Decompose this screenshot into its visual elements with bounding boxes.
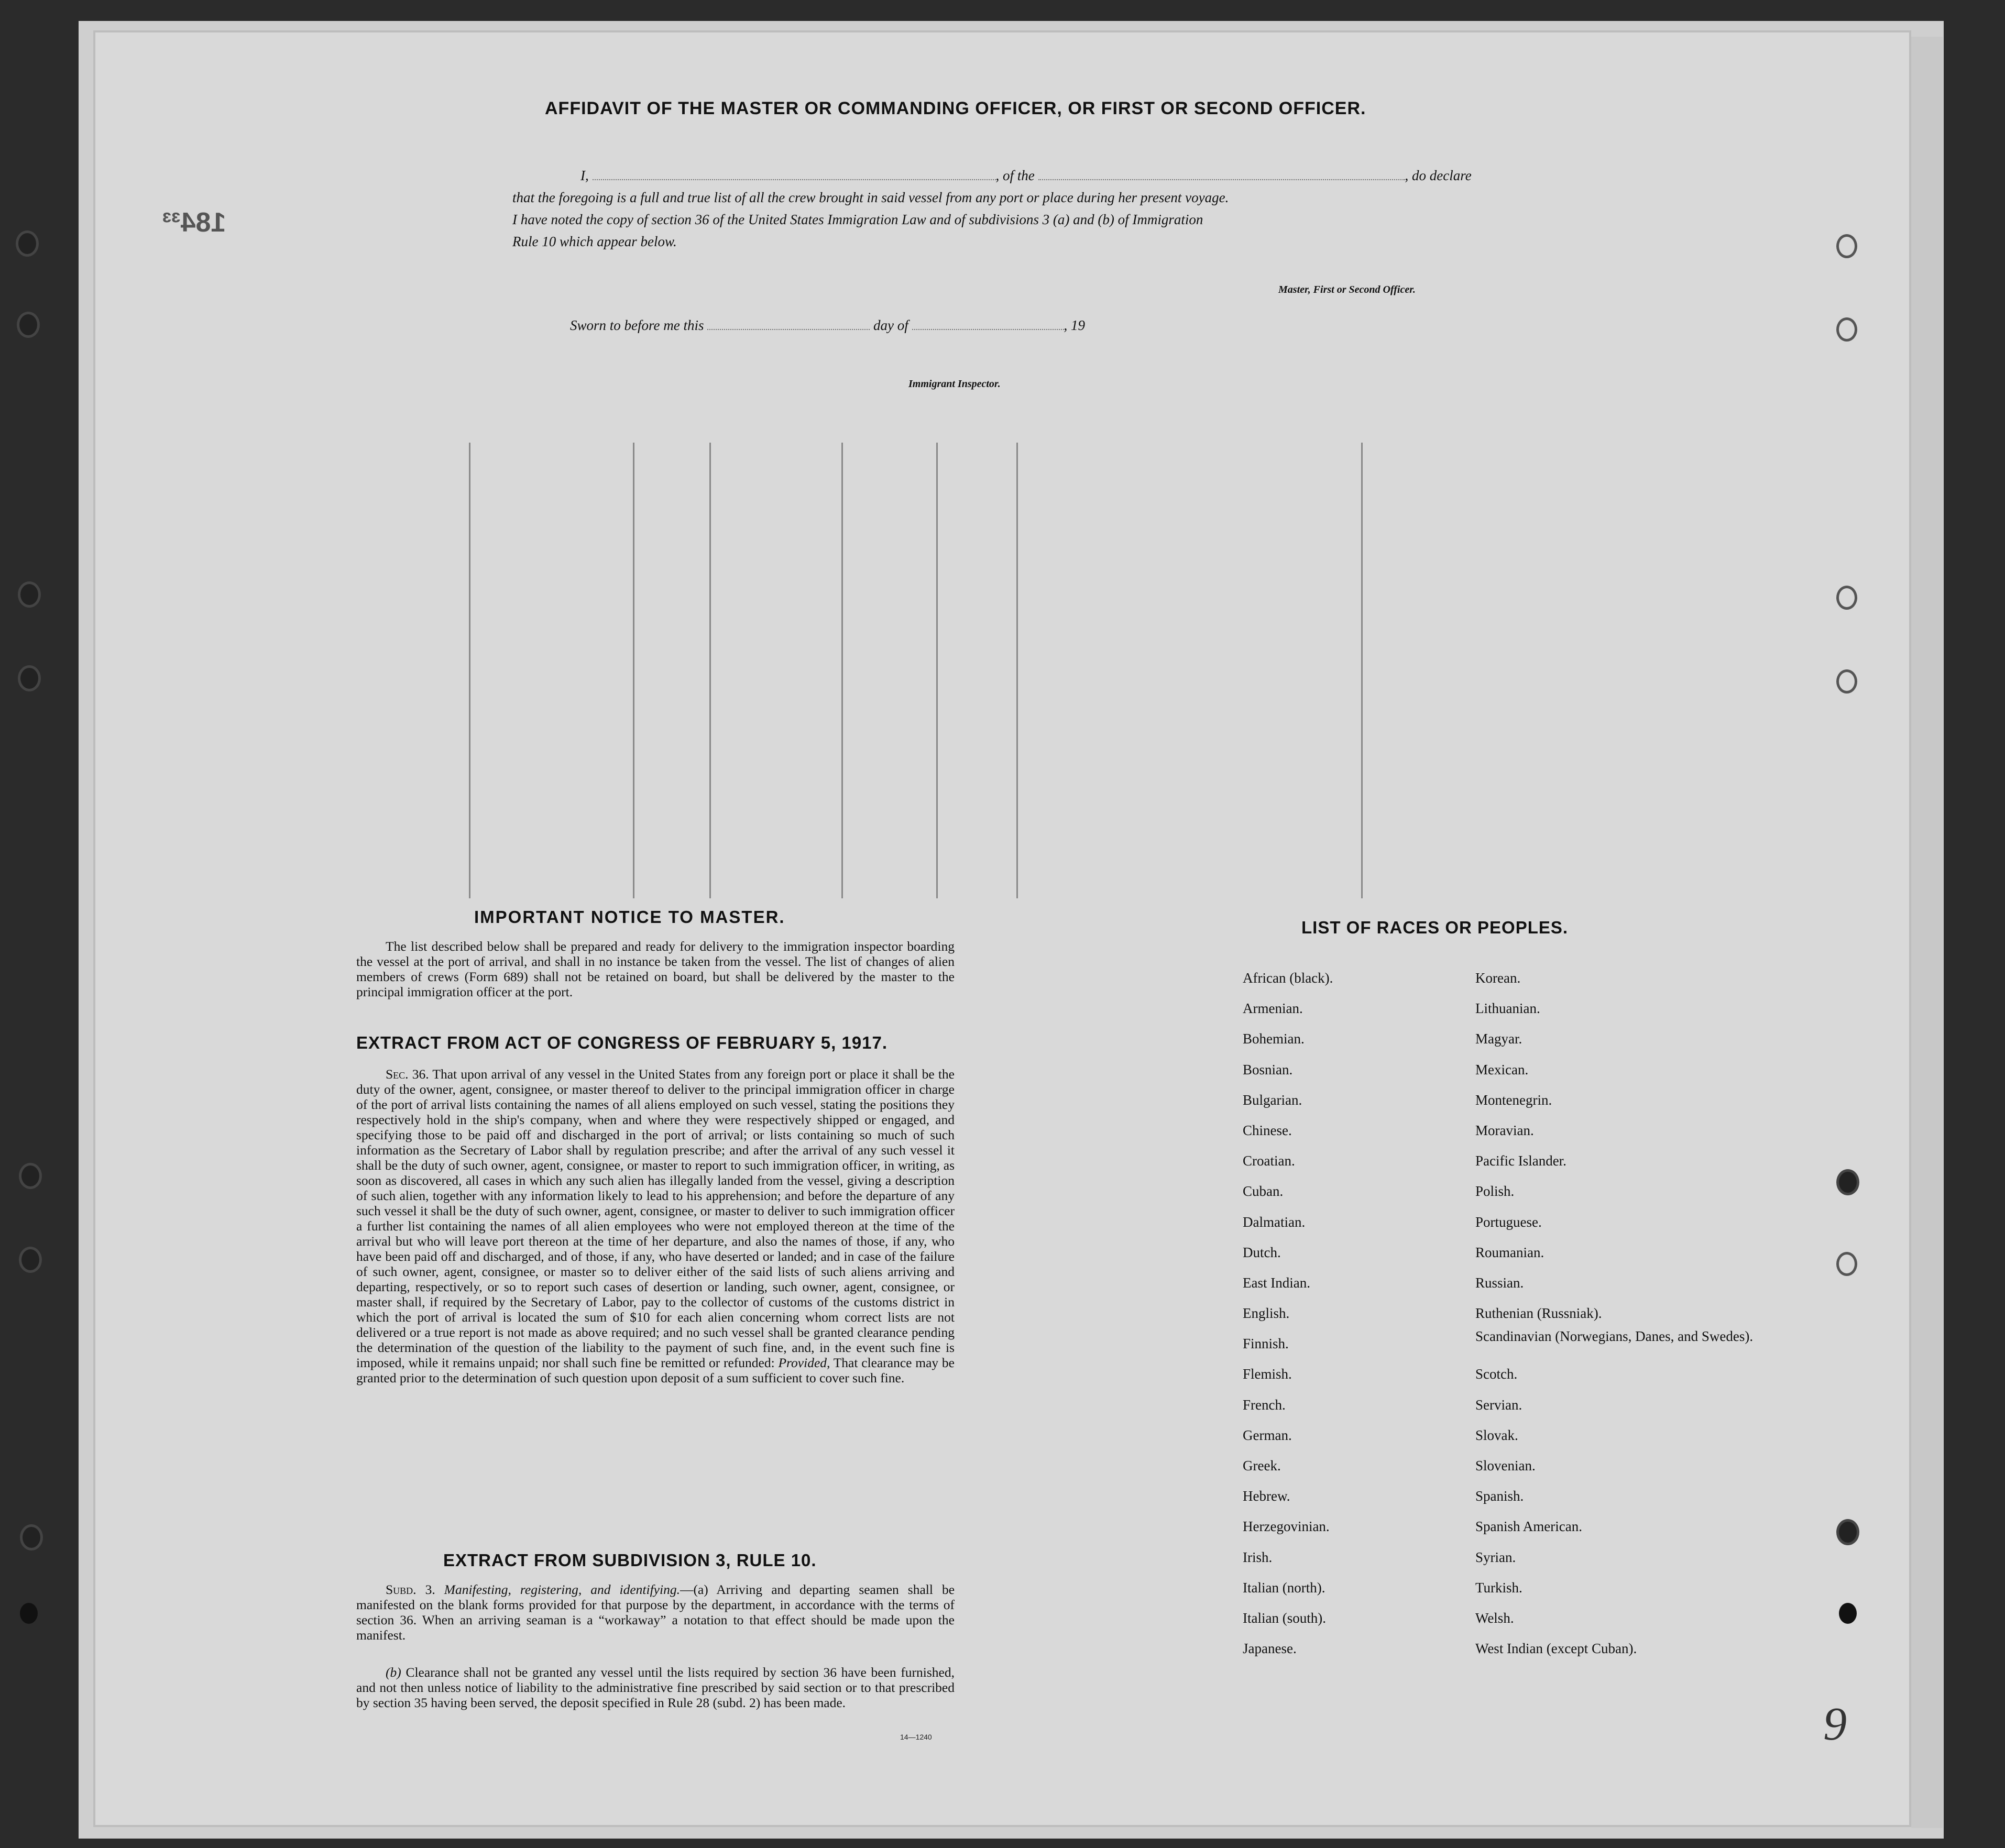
race-item: Slovak. <box>1475 1427 1518 1443</box>
affidavit-i: I, <box>580 168 589 183</box>
race-item: Korean. <box>1475 970 1521 986</box>
race-item: Bohemian. <box>1243 1031 1305 1047</box>
month-field <box>912 316 1064 330</box>
race-item: Bulgarian. <box>1243 1092 1302 1108</box>
rule-heading: Manifesting, registering, and identifying. <box>444 1582 680 1597</box>
race-item: Hebrew. <box>1243 1488 1290 1504</box>
race-item: Ruthenian (Russniak). <box>1475 1305 1602 1322</box>
race-item: Montenegrin. <box>1475 1092 1552 1108</box>
race-item: Spanish American. <box>1475 1519 1582 1535</box>
race-item: Welsh. <box>1475 1610 1514 1626</box>
punch-hole <box>1836 234 1857 258</box>
race-item: Servian. <box>1475 1396 1522 1413</box>
punch-hole <box>20 1603 38 1624</box>
race-item: Syrian. <box>1475 1549 1516 1565</box>
ruled-line <box>633 443 634 898</box>
race-item: Italian (north). <box>1243 1579 1325 1596</box>
race-item: Bosnian. <box>1243 1061 1293 1077</box>
ruled-line <box>709 443 711 898</box>
affidavit-line-3: I have noted the copy of section 36 of the United States Immigration Law and of subdivisions 3 (a) and (b) of Immigration <box>512 212 1203 227</box>
punch-hole <box>1836 1169 1859 1195</box>
race-item: Turkish. <box>1475 1579 1522 1596</box>
race-item: Cuban. <box>1243 1183 1284 1200</box>
race-item: Herzegovinian. <box>1243 1519 1330 1535</box>
affidavit-line-2: that the foregoing is a full and true list of all the crew brought in said vessel from any port or place during her present voyage. <box>512 190 1229 205</box>
rule-part-b <box>356 1665 955 1710</box>
master-signature-label: Master, First or Second Officer. <box>1278 284 1416 295</box>
punch-hole <box>1836 317 1857 342</box>
race-item: East Indian. <box>1243 1274 1310 1291</box>
day-field <box>707 316 870 330</box>
sworn-text: Sworn to before me this <box>570 317 704 333</box>
punch-hole <box>18 581 41 608</box>
race-item: Pacific Islander. <box>1475 1153 1566 1169</box>
race-item: African (black). <box>1243 970 1333 986</box>
section-label: Sec. 36. <box>386 1066 429 1082</box>
race-item: Greek. <box>1243 1458 1281 1473</box>
race-item: Finnish. <box>1243 1336 1289 1352</box>
race-item: Polish. <box>1475 1183 1515 1200</box>
punch-hole <box>19 1247 42 1273</box>
provided-word: Provided, <box>778 1355 830 1370</box>
races-title: LIST OF RACES OR PEOPLES. <box>1301 918 1569 937</box>
race-item: Mexican. <box>1475 1061 1529 1077</box>
ruled-line <box>1016 443 1018 898</box>
rule-extract-title: EXTRACT FROM SUBDIVISION 3, RULE 10. <box>443 1550 817 1570</box>
inspector-signature-label: Immigrant Inspector. <box>908 378 1001 390</box>
punch-hole <box>1836 669 1857 694</box>
punch-hole <box>19 1163 42 1189</box>
subdivision-label: Subd. 3. <box>386 1582 435 1597</box>
punch-hole <box>20 1524 43 1550</box>
ruled-line <box>841 443 843 898</box>
race-item: French. <box>1243 1396 1286 1413</box>
races-left-column <box>1243 963 1333 1664</box>
race-item: Moravian. <box>1475 1122 1534 1138</box>
handwritten-number: 9 <box>1823 1698 1847 1750</box>
punch-hole <box>17 312 40 338</box>
affidavit-declare: , do declare <box>1405 168 1472 183</box>
year-text: , 19 <box>1064 317 1085 333</box>
notice-text: The list described below shall be prepared and ready for delivery to the immigration inspector boarding the vessel at the port of arrival, and shall in no instance be taken from the vessel. The list of changes of alien members of crews (Form 689) shall not be retained on board, but shall be delivered by the master to the principal immigration officer at the port. <box>356 939 955 999</box>
race-item: Dutch. <box>1243 1244 1281 1260</box>
race-item: Japanese. <box>1243 1641 1297 1657</box>
race-item: Italian (south). <box>1243 1610 1326 1626</box>
rule-b-label: (b) <box>386 1665 401 1680</box>
race-item: Dalmatian. <box>1243 1214 1306 1230</box>
act-extract-title: EXTRACT FROM ACT OF CONGRESS OF FEBRUARY 5, 1917. <box>356 1033 888 1052</box>
race-item: Chinese. <box>1243 1122 1292 1138</box>
stamp-number: 184³³ <box>162 207 226 238</box>
page-edge <box>1911 37 1943 1828</box>
race-item: Scandinavian (Norwegians, Danes, and Swedes). <box>1475 1328 1754 1345</box>
affidavit-line-1 <box>580 167 1472 184</box>
punch-hole <box>1836 586 1857 610</box>
punch-hole <box>1836 1519 1859 1545</box>
races-right-column <box>1475 963 1753 1664</box>
ruled-line <box>1361 443 1363 898</box>
ruled-line <box>936 443 938 898</box>
section-body: That upon arrival of any vessel in the United States from any foreign port or place it shall be the duty of the owner, agent, consignee, or master thereof to deliver to the principal immigration officer in charge of the port of arrival lists containing the names of all aliens employed on such vessel, stating the positions they respectively hold in the ship's company, when and where they were respectively shipped or engaged, and specifying those to be paid off and discharged in the port of arrival; or lists containing so much of such information as the Secretary of Labor shall by regulation prescribe; and after the arrival of any such vessel it shall be the duty of such owner, agent, consignee, or master to report to such immigration officer, in writing, as soon as discovered, all cases in which any such alien has illegally landed from the vessel, giving a description of such alien, together with any information likely to lead to his apprehension; and before the departure of any such vessel it shall be the duty of such owner, agent, consignee, or master to deliver to such immigration officer a further list containing the names of all alien employees who were not employed thereon at the time of the arrival but who will leave port thereon at the time of her departure, and also the names of those, if any, who have been paid off and discharged, and of those, if any, who have deserted or landed; and in case of the failure of such owner, agent, consignee, or master so to deliver either of the said lists of such aliens arriving and departing, respectively, or so to report such cases of desertion or landing, such owner, agent, consignee, or master shall, if required by the Secretary of Labor, pay to the collector of customs of the customs district in which the port of arrival is located the sum of $10 for each alien concerning whom correct lists are not delivered or a true report is not made as above required; and no such vessel shall be granted clearance pending the determination of the question of the liability to the payment of such fine, and, in the event such fine is imposed, while it remains unpaid; nor shall such fine be remitted or refunded: <box>356 1066 955 1370</box>
race-item: Slovenian. <box>1475 1458 1536 1473</box>
race-item: West Indian (except Cuban). <box>1475 1641 1637 1657</box>
punch-hole <box>1836 1252 1857 1276</box>
race-item: Scotch. <box>1475 1366 1518 1382</box>
vessel-field <box>1038 167 1405 180</box>
section-36-text <box>356 1066 955 1385</box>
race-item: Flemish. <box>1243 1366 1292 1382</box>
rule-b-text: Clearance shall not be granted any vessel until the lists required by section 36 have been furnished, and not then unless notice of liability to the administrative fine prescribed by said section or to that prescribed by section 35 having been served, the deposit specified in Rule 28 (subd. 2) has been made. <box>356 1665 955 1710</box>
notice-title: IMPORTANT NOTICE TO MASTER. <box>474 907 785 927</box>
form-number: 14—1240 <box>900 1733 932 1741</box>
race-item: Magyar. <box>1475 1031 1522 1047</box>
race-item: Armenian. <box>1243 1000 1303 1017</box>
rule-a-text: —(a) Arriving and departing seamen shall be manifested on the blank forms provided for that purpose by the department, in accordance with the terms of section 36. When an arriving seaman is a “workaway” a notation to that effect should be made upon the manifest. <box>356 1582 955 1643</box>
race-item: Russian. <box>1475 1274 1524 1291</box>
name-field <box>593 167 996 180</box>
race-item: English. <box>1243 1305 1290 1322</box>
sworn-line <box>570 316 1085 334</box>
race-item: Spanish. <box>1475 1488 1524 1504</box>
punch-hole <box>16 230 39 257</box>
race-item: German. <box>1243 1427 1292 1443</box>
affidavit-line-4: Rule 10 which appear below. <box>512 234 677 249</box>
race-item: Lithuanian. <box>1475 1000 1540 1017</box>
section-body-end: That clearance may be granted prior to the determination of such question upon deposit of a sum sufficient to cover such fine. <box>356 1355 955 1385</box>
day-of-text: day of <box>873 317 908 333</box>
punch-hole <box>1839 1603 1857 1624</box>
affidavit-of-the: , of the <box>995 168 1035 183</box>
race-item: Portuguese. <box>1475 1214 1542 1230</box>
ruled-line <box>469 443 470 898</box>
race-item: Croatian. <box>1243 1153 1295 1169</box>
rule-part-a <box>356 1582 955 1643</box>
punch-hole <box>18 665 41 691</box>
race-item: Roumanian. <box>1475 1244 1544 1260</box>
affidavit-title: AFFIDAVIT OF THE MASTER OR COMMANDING OFFICER, OR FIRST OR SECOND OFFICER. <box>545 98 1366 118</box>
race-item: Irish. <box>1243 1549 1273 1565</box>
